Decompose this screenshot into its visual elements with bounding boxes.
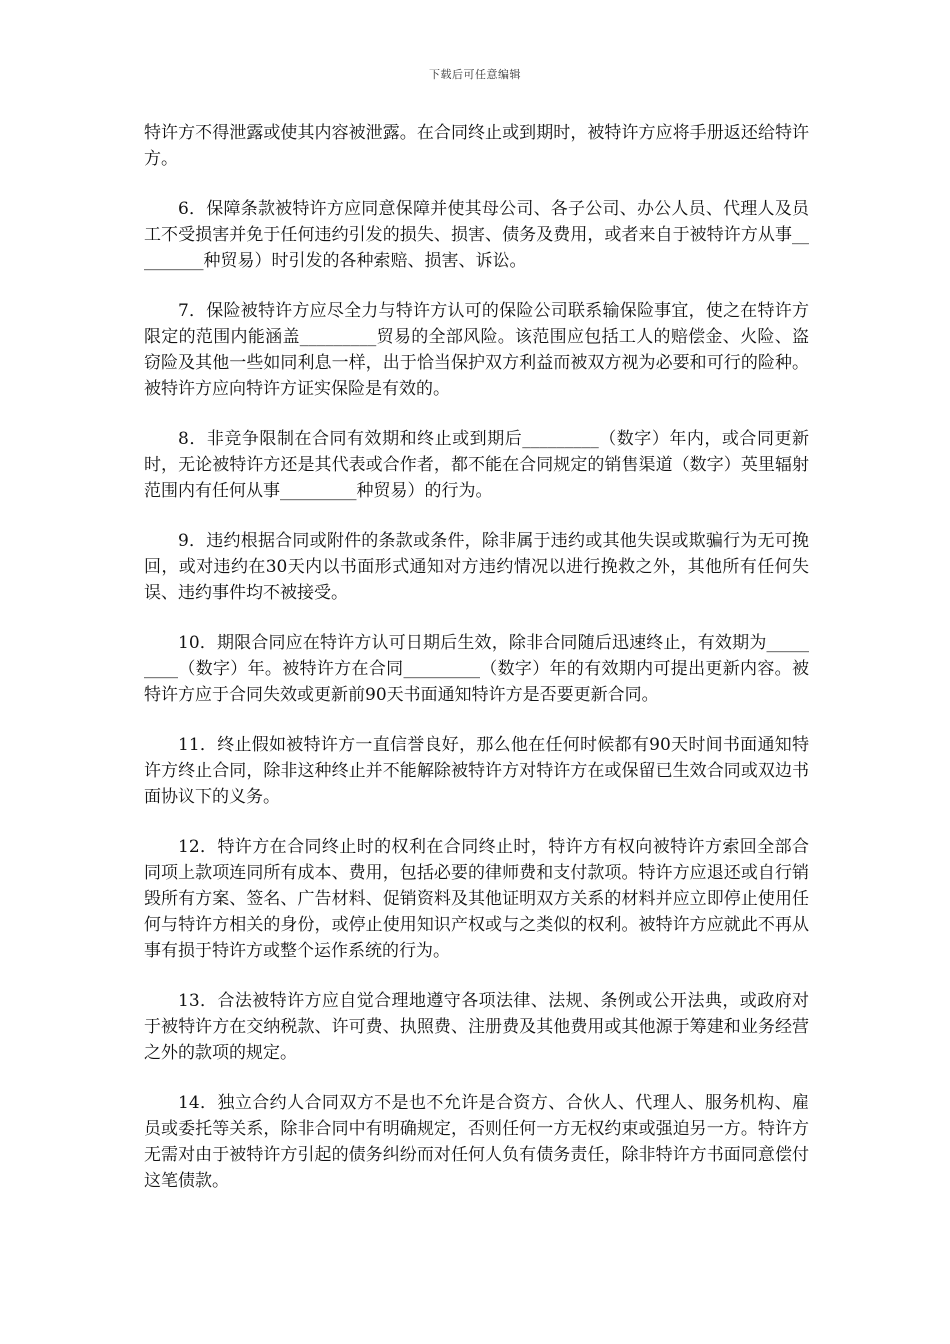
paragraph-clause-6: 6．保障条款被特许方应同意保障并使其母公司、各子公司、办公人员、代理人及员工不受损害并免于任何违约引发的损失、损害、债务及费用，或者来自于被特许方从事_________种贸易）时引发的各种索赔、损害、诉讼。 (144, 199, 809, 271)
paragraph-clause-9: 9．违约根据合同或附件的条款或条件，除非属于违约或其他失误或欺骗行为无可挽回，或对违约在30天内以书面形式通知对方违约情况以进行挽救之外，其他所有任何失误、违约事件均不被接受。 (144, 531, 809, 603)
paragraph-clause-12: 12．特许方在合同终止时的权利在合同终止时，特许方有权向被特许方索回全部合同项上款项连同所有成本、费用，包括必要的律师费和支付款项。特许方应退还或自行销毁所有方案、签名、广告材料、促销资料及其他证明双方关系的材料并应立即停止使用任何与特许方相关的身份，或停止使用知识产权或与之类似的权利。被特许方应就此不再从事有损于特许方或整个运作系统的行为。 (144, 837, 809, 961)
paragraph-clause-10: 10．期限合同应在特许方认可日期后生效，除非合同随后迅速终止，有效期为_________（数字）年。被特许方在合同_________（数字）年的有效期内可提出更新内容。被特许方应于合同失效或更新前90天书面通知特许方是否要更新合同。 (144, 633, 809, 705)
document-body (144, 120, 809, 1218)
paragraph-clause-8: 8．非竞争限制在合同有效期和终止或到期后_________（数字）年内，或合同更新时，无论被特许方还是其代表或合作者，都不能在合同规定的销售渠道（数字）英里辐射范围内有任何从事_________种贸易）的行为。 (144, 429, 809, 501)
paragraph-clause-13: 13．合法被特许方应自觉合理地遵守各项法律、法规、条例或公开法典，或政府对于被特许方在交纳税款、许可费、执照费、注册费及其他费用或其他源于筹建和业务经营之外的款项的规定。 (144, 991, 809, 1063)
page-header-note: 下载后可任意编辑 (429, 68, 521, 81)
paragraph-continued: 特许方不得泄露或使其内容被泄露。在合同终止或到期时，被特许方应将手册返还给特许方。 (144, 123, 809, 169)
paragraph-clause-11: 11．终止假如被特许方一直信誉良好，那么他在任何时候都有90天时间书面通知特许方终止合同，除非这种终止并不能解除被特许方对特许方在或保留已生效合同或双边书面协议下的义务。 (144, 735, 809, 807)
paragraph-clause-7: 7．保险被特许方应尽全力与特许方认可的保险公司联系输保险事宜，使之在特许方限定的范围内能涵盖_________贸易的全部风险。该范围应包括工人的赔偿金、火险、盗窃险及其他一些如同利息一样，出于恰当保护双方利益而被双方视为必要和可行的险种。被特许方应向特许方证实保险是有效的。 (144, 301, 809, 399)
paragraph-clause-14: 14．独立合约人合同双方不是也不允许是合资方、合伙人、代理人、服务机构、雇员或委托等关系，除非合同中有明确规定，否则任何一方无权约束或强迫另一方。特许方无需对由于被特许方引起的债务纠纷而对任何人负有债务责任，除非特许方书面同意偿付这笔债款。 (144, 1093, 809, 1191)
